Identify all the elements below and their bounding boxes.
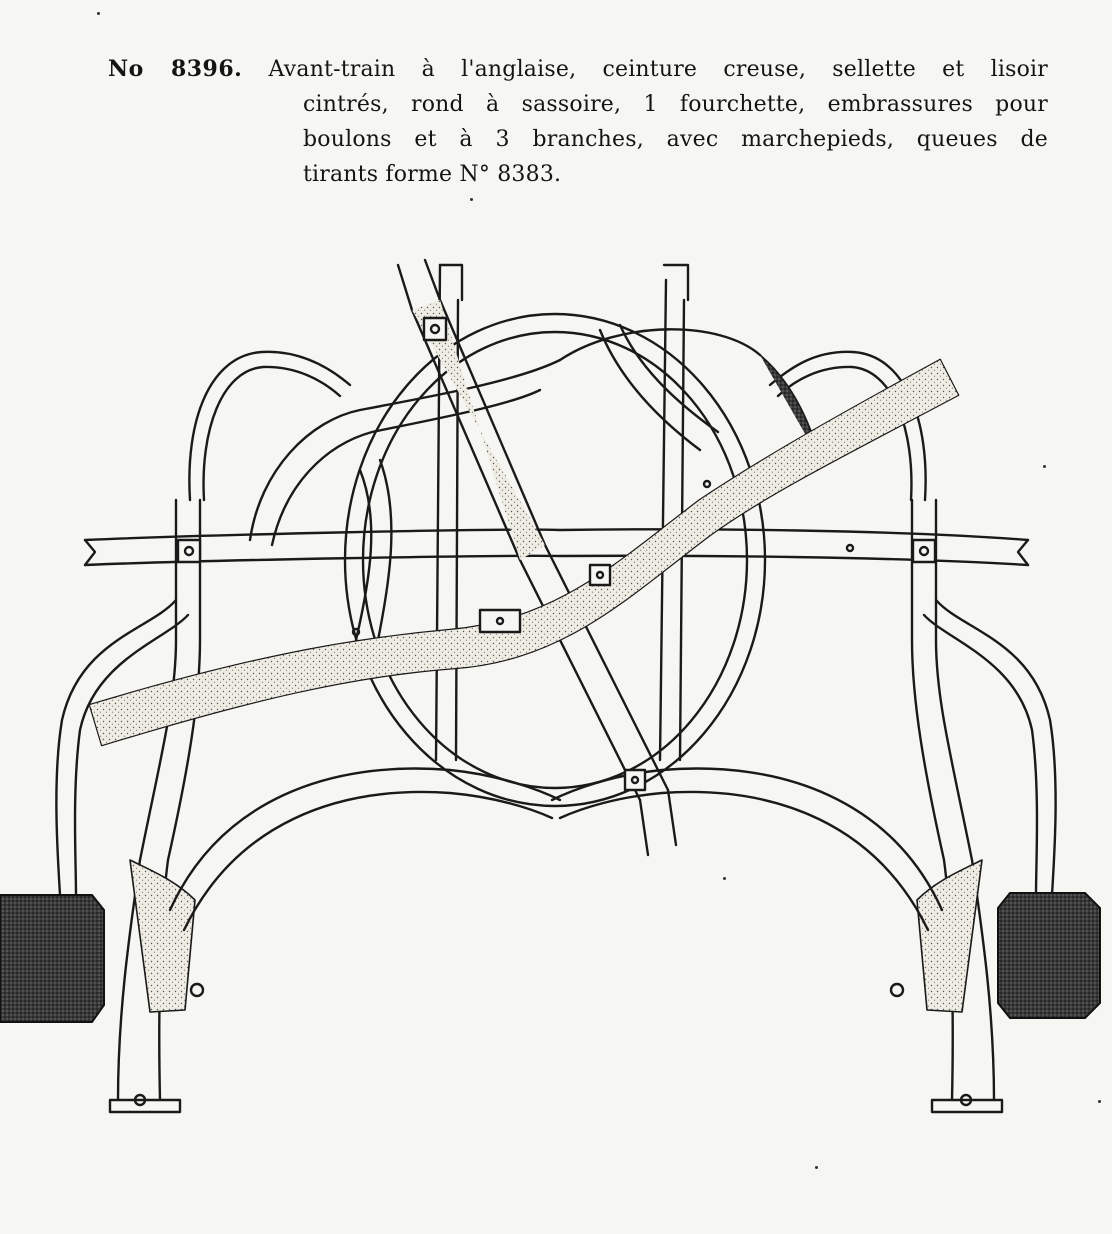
- right-branch: [912, 500, 1056, 1112]
- caption-line-4: tirants forme N° 8383.: [303, 162, 562, 187]
- print-speck: [815, 1166, 818, 1169]
- print-speck: [1098, 1100, 1101, 1103]
- catalog-caption: [108, 52, 1048, 192]
- caption-line-3: boulons et à 3 branches, avec marchepieds, queues de: [303, 127, 1048, 152]
- caption-text-1: Avant-train à l'anglaise, ceinture creuse, sellette et lisoir: [268, 57, 1048, 82]
- left-outer-stay: [189, 352, 350, 500]
- print-speck: [723, 877, 726, 880]
- front-hoop: [170, 769, 942, 930]
- print-speck: [1043, 465, 1046, 468]
- carriage-illustration: [0, 230, 1112, 1234]
- left-step-pad: [0, 895, 104, 1022]
- print-speck: [470, 198, 473, 201]
- pole-stays: [436, 265, 688, 760]
- right-step-pad: [998, 893, 1100, 1018]
- fifth-wheel-ring: [345, 314, 765, 806]
- print-speck: [97, 12, 100, 15]
- caption-line-2: cintrés, rond à sassoire, 1 fourchette, embrassures pour: [303, 92, 1048, 117]
- axle-bar: [85, 529, 1028, 565]
- caption-line-1: [108, 52, 1048, 87]
- catalog-number: No 8396.: [108, 56, 243, 82]
